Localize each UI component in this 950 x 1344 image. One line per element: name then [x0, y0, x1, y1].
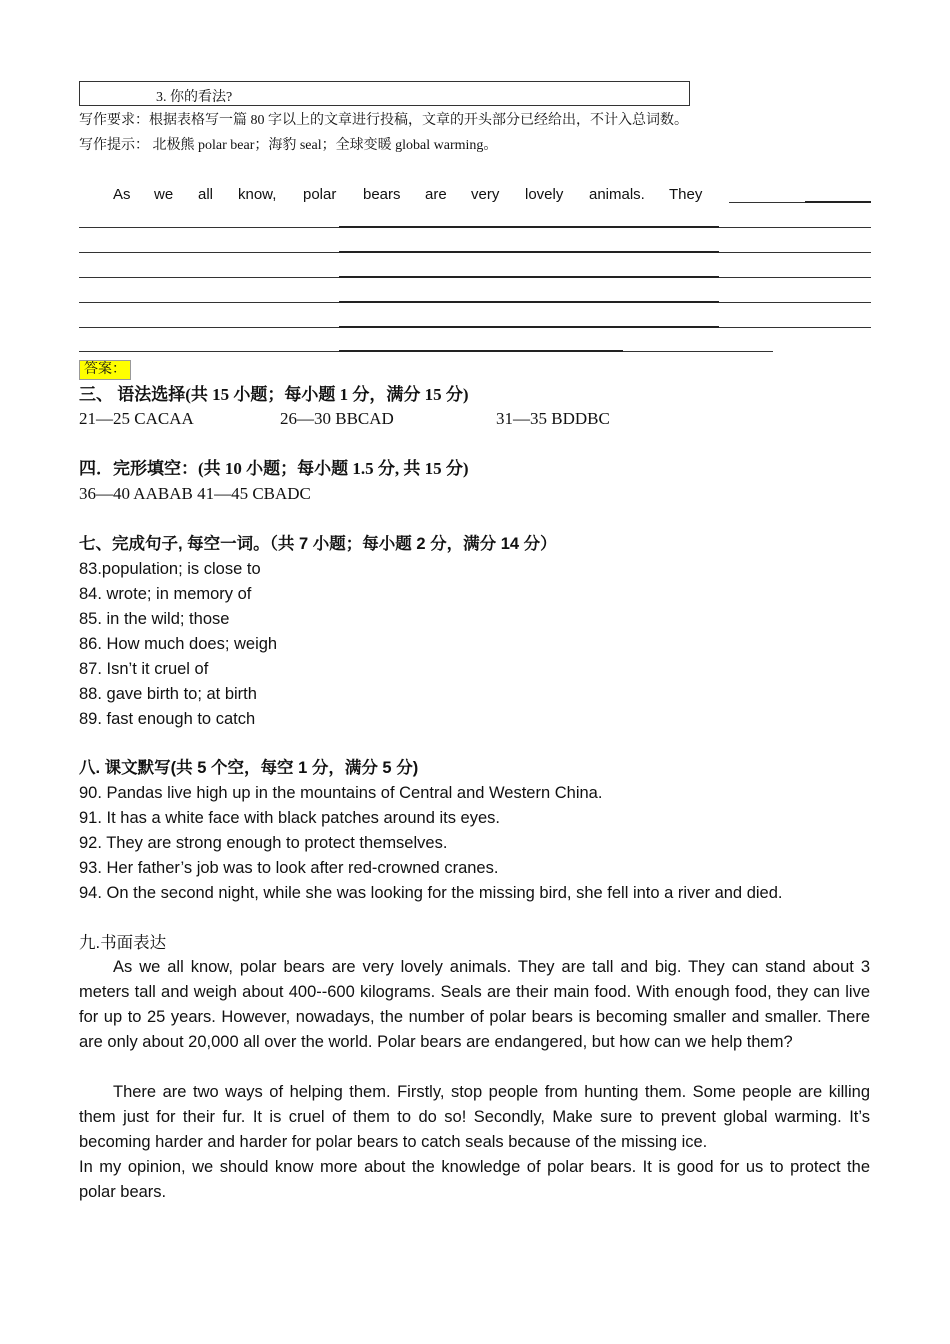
writing-blank-line: [79, 327, 871, 328]
answer-row: 36—40 AABAB 41—45 CBADC: [79, 484, 311, 503]
starter-word: we: [154, 186, 174, 203]
list-item: 84. wrote; in memory of: [79, 585, 252, 603]
writing-blank-line: [79, 277, 871, 278]
list-item: 91. It has a white face with black patches around its eyes.: [79, 809, 500, 827]
essay-paragraph: There are two ways of helping them. Firstly, stop people from hunting them. Some people are killing them just for their fur. It is cruel of them to do so! Secondly, Make sure to prevent global warming. It’s becoming harder and harder for polar bears to catch seals because of the missing ice.: [79, 1083, 870, 1151]
writing-requirement: 写作要求：根据表格写一篇 80 字以上的文章进行投稿，文章的开头部分已经给出，不计入总词数。: [79, 113, 688, 128]
section-heading-grammar: 三、 语法选择(共 15 小题；每小题 1 分，满分 15 分): [79, 385, 469, 404]
writing-hint: 写作提示： 北极熊 polar bear；海豹 seal；全球变暖 global warming。: [79, 138, 498, 153]
starter-word: lovely: [525, 186, 564, 203]
writing-blank-line: [79, 302, 871, 303]
section-heading-writing: 九.书面表达: [79, 934, 167, 952]
table-cell-text: 3. 你的看法?: [156, 90, 233, 105]
writing-blank-line: [805, 201, 871, 203]
list-item: 92. They are strong enough to protect themselves.: [79, 834, 448, 852]
list-item: 83.population; is close to: [79, 560, 261, 578]
list-item: 86. How much does; weigh: [79, 635, 278, 653]
starter-word: are: [425, 186, 447, 203]
starter-word: animals.: [589, 186, 645, 203]
starter-word: As: [113, 186, 131, 203]
list-item: 89. fast enough to catch: [79, 710, 256, 728]
section-heading-recitation: 八. 课文默写(共 5 个空，每空 1 分，满分 5 分): [79, 759, 419, 777]
starter-sentence: [113, 186, 871, 206]
section-heading-sentences: 七、完成句子, 每空一词。（共 7 小题；每小题 2 分，满分 14 分）: [79, 535, 557, 553]
starter-word: all: [198, 186, 214, 203]
writing-blank-line: [79, 252, 871, 253]
essay-paragraph: In my opinion, we should know more about the knowledge of polar bears. It is good for us to protect the polar bears.: [79, 1158, 870, 1201]
list-item: 85. in the wild; those: [79, 610, 230, 628]
list-item: 90. Pandas live high up in the mountains of Central and Western China.: [79, 784, 603, 802]
list-item: 94. On the second night, while she was looking for the missing bird, she fell into a river and died.: [79, 884, 783, 902]
starter-word: They: [669, 186, 703, 203]
starter-word: bears: [363, 186, 401, 203]
starter-word: polar: [303, 186, 337, 203]
writing-blank-line: [79, 351, 773, 352]
starter-word: know,: [238, 186, 277, 203]
section-heading-cloze: 四．完形填空：(共 10 小题；每小题 1.5 分, 共 15 分): [79, 459, 469, 478]
list-item: 87. Isn’t it cruel of: [79, 660, 209, 678]
starter-word: very: [471, 186, 500, 203]
list-item: 93. Her father’s job was to look after red-crowned cranes.: [79, 859, 499, 877]
answer-row: 21—25 CACAA: [79, 409, 194, 428]
answer-row: 26—30 BBCAD: [280, 409, 394, 428]
list-item: 88. gave birth to; at birth: [79, 685, 257, 703]
essay-paragraph: As we all know, polar bears are very lovely animals. They are tall and big. They can stand about 3 meters tall and weigh about 400--600 kilograms. Seals are their main food. With enough food, they can live for up to 25 years. However, nowadays, the number of polar bears is becoming smaller and smaller. There are only about 20,000 all over the world. Polar bears are endangered, but how can we help them?: [79, 958, 870, 1051]
answer-label: 答案：: [79, 360, 131, 380]
table-cell-opinion: [79, 81, 690, 106]
writing-blank-line: [79, 227, 871, 228]
answer-row: 31—35 BDDBC: [496, 409, 610, 428]
